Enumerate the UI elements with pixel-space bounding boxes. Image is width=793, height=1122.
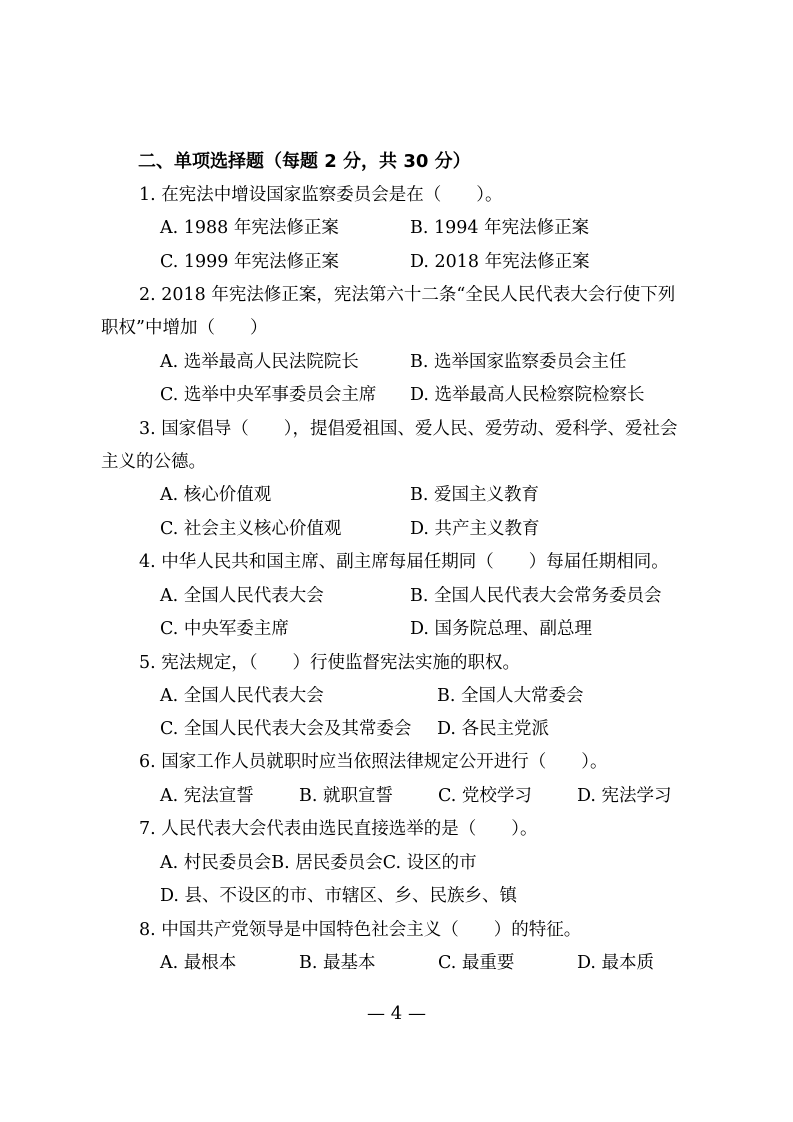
question-3-option-c: C. 社会主义核心价值观 [160,519,342,539]
question-3-option-b: B. 爱国主义教育 [410,485,539,505]
question-6-option-a: A. 宪法宣誓 [160,786,254,806]
question-2-stem-continued: 职权”中增加（ ） [101,318,268,338]
question-2-option-b: B. 选举国家监察委员会主任 [410,352,627,372]
question-1-option-a: A. 1988 年宪法修正案 [160,218,339,238]
question-8-option-c: C. 最重要 [438,953,515,973]
question-8-stem: 8. 中国共产党领导是中国特色社会主义（ ）的特征。 [139,920,582,940]
question-3-option-a: A. 核心价值观 [160,485,272,505]
question-4-option-d: D. 国务院总理、副总理 [410,619,593,639]
page-number: — 4 — [367,1003,426,1024]
question-6-option-d: D. 宪法学习 [577,786,672,806]
question-1-option-b: B. 1994 年宪法修正案 [410,218,590,238]
question-8-option-b: B. 最基本 [299,953,376,973]
question-1-stem: 1. 在宪法中增设国家监察委员会是在（ ）。 [139,185,503,205]
question-2-option-c: C. 选举中央军事委员会主席 [160,385,377,405]
question-1-option-c: C. 1999 年宪法修正案 [160,252,339,272]
question-4-option-c: C. 中央军委主席 [160,619,289,639]
question-3-stem: 3. 国家倡导（ ），提倡爱祖国、爱人民、爱劳动、爱科学、爱社会 [139,419,678,439]
question-1-option-d: D. 2018 年宪法修正案 [410,252,590,272]
question-4-stem: 4. 中华人民共和国主席、副主席每届任期同（ ）每届任期相同。 [139,552,669,572]
question-8-option-a: A. 最根本 [160,953,237,973]
question-2-option-a: A. 选举最高人民法院院长 [160,352,359,372]
question-5-option-d: D. 各民主党派 [437,719,550,739]
question-8-option-d: D. 最本质 [577,953,655,973]
question-7-options-line-1: A. 村民委员会B. 居民委员会C. 设区的市 [160,853,477,873]
question-5-option-b: B. 全国人大常委会 [437,686,584,706]
question-2-stem: 2. 2018 年宪法修正案，宪法第六十二条“全民人民代表大会行使下列 [139,285,676,305]
question-3-stem-continued: 主义的公德。 [101,452,206,472]
question-7-stem: 7. 人民代表大会代表由选民直接选举的是（ ）。 [139,819,538,839]
question-7-options-line-2: D. 县、不设区的市、市辖区、乡、民族乡、镇 [160,886,518,906]
question-5-option-c: C. 全国人民代表大会及其常委会 [160,719,412,739]
question-5-option-a: A. 全国人民代表大会 [160,686,324,706]
question-6-stem: 6. 国家工作人员就职时应当依照法律规定公开进行（ ）。 [139,752,608,772]
question-6-option-c: C. 党校学习 [438,786,532,806]
section-heading: 二、单项选择题（每题 2 分，共 30 分） [138,151,471,172]
question-3-option-d: D. 共产主义教育 [410,519,540,539]
question-4-option-a: A. 全国人民代表大会 [160,586,324,606]
question-6-option-b: B. 就职宣誓 [299,786,393,806]
question-4-option-b: B. 全国人民代表大会常务委员会 [410,586,662,606]
question-5-stem: 5. 宪法规定，（ ）行使监督宪法实施的职权。 [139,653,521,673]
question-2-option-d: D. 选举最高人民检察院检察长 [410,385,645,405]
